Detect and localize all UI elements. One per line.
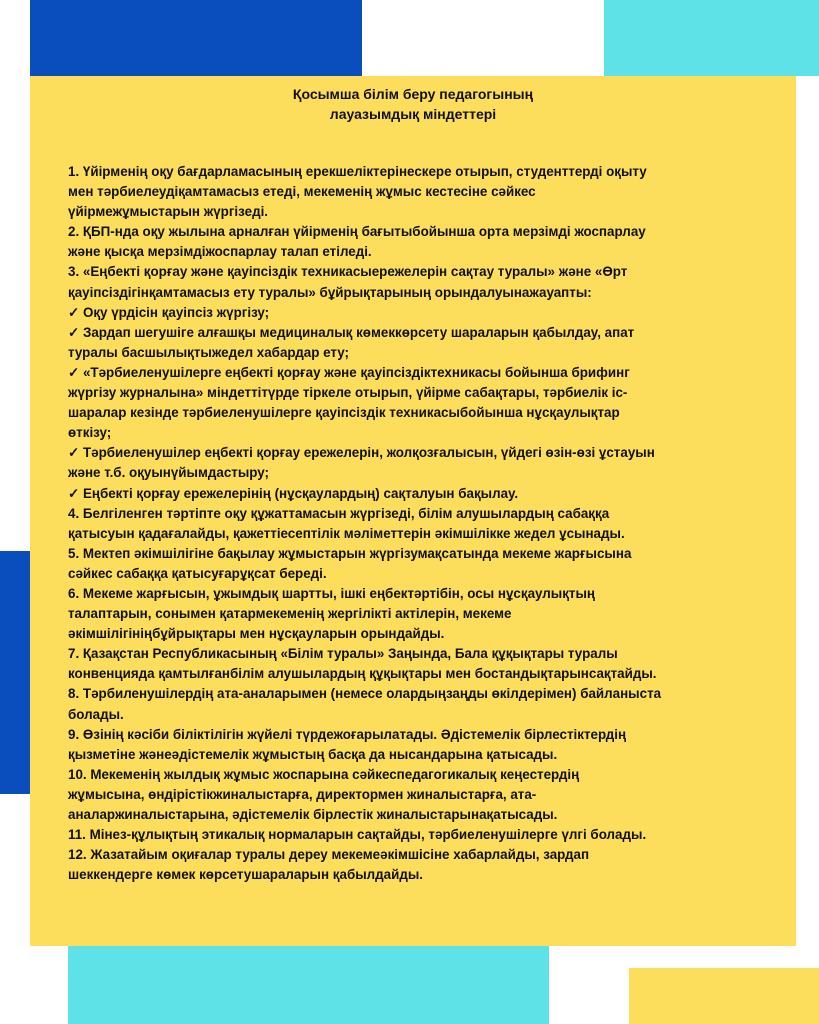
text-line: ✓ Оқу үрдісін қауіпсіз жүргізу;: [68, 304, 270, 320]
text-line: ✓ «Тәрбиеленушілерге еңбекті қорғау және қауіпсіздіктехникасы бойынша брифинг: [68, 364, 630, 380]
text-line: ✓ Тәрбиеленушілер еңбекті қорғау ережелерін, жолқозғалысын, үйдегі өзін-өзі ұстауын: [68, 445, 655, 461]
document-card: [30, 76, 796, 946]
text-line: өткізу;: [68, 425, 112, 441]
text-line: әкімшілігініңбұйрықтары мен нұсқауларын орындайды.: [68, 626, 445, 642]
decor-blue-left: [0, 551, 30, 794]
text-line: 10. Мекеменің жылдық жұмыс жоспарына сәйкеспедагогикалық кеңестердің: [68, 766, 580, 782]
decor-blue-top: [30, 0, 362, 76]
text-line: үйірмежұмыстарын жүргізеді.: [68, 204, 269, 220]
title-line-2: лауазымдық міндеттері: [329, 106, 497, 122]
text-line: шеккендерге көмек көрсетушараларын қабылдайды.: [68, 867, 424, 883]
text-line: талаптарын, сонымен қатармекеменің жергілікті актілерін, мекеме: [68, 606, 512, 622]
text-line: 4. Белгіленген тәртіпте оқу құжаттамасын жүргізеді, білім алушылардың сабаққа: [68, 505, 610, 521]
text-line: мен тәрбиелеудіқамтамасыз етеді, мекеменің жұмыс кестесіне сәйкес: [68, 184, 536, 200]
text-line: және т.б. оқуынүйымдастыру;: [68, 465, 270, 481]
text-line: аналаржиналыстарына, әдістемелік бірлестік жиналыстарынақатысады.: [68, 807, 558, 822]
text-line: 6. Мекеме жарғысын, ұжымдық шартты, ішкі еңбектәртібін, осы нұсқаулықтың: [68, 585, 596, 601]
text-line: қызметіне жәнеәдістемелік жұмыстың басқа да нысандарына қатысады.: [68, 746, 558, 762]
text-line: 7. Қазақстан Республикасының «Білім туралы» Заңында, Бала құқықтары туралы: [68, 646, 618, 662]
text-line: 9. Өзінің кәсіби біліктілігін жүйелі түрдежоғарылатады. Әдістемелік бірлестіктердің: [68, 726, 627, 742]
decor-yellow-bottom: [629, 968, 819, 1024]
decor-cyan-bottom: [68, 946, 549, 1024]
text-line: 8. Тәрбиленушілердің ата-аналарымен (немесе олардыңзаңды өкілдерімен) байланыста: [68, 686, 662, 702]
text-line: жұмысына, өндірістікжиналыстарға, директормен жиналыстарға, ата-: [68, 786, 537, 802]
text-line: шаралар кезінде тәрбиеленушілерге қауіпсіздік техникасыбойынша нұсқаулықтар: [68, 405, 620, 421]
decor-cyan-top: [604, 0, 819, 76]
document-title: [30, 84, 796, 124]
text-line: конвенцияда қамтылғанбілім алушылардың құқықтары мен бостандықтарынсақтайды.: [68, 666, 657, 682]
text-line: болады.: [68, 706, 124, 722]
text-line: 2. ҚБП-нда оқу жылына арналған үйірменің бағытыбойынша орта мерзімді жоспарлау: [68, 224, 646, 240]
text-line: 3. «Еңбекті қорғау және қауіпсіздік техникасыережелерін сақтау туралы» және «Өрт: [68, 264, 628, 280]
text-line: ✓ Еңбекті қорғау ережелерінің (нұсқаулардың) сақталуын бақылау.: [68, 485, 519, 501]
text-line: 5. Мектеп әкімшілігіне бақылау жұмыстарын жүргізумақсатында мекеме жарғысына: [68, 545, 632, 561]
text-line: қауіпсіздігінқамтамасыз ету туралы» бұйрықтарының орындалуынажауапты:: [68, 284, 592, 300]
title-line-1: Қосымша білім беру педагогының: [292, 86, 534, 102]
text-line: сәйкес сабаққа қатысуғарұқсат береді.: [68, 565, 327, 581]
text-line: және қысқа мерзімдіжоспарлау талап етіледі.: [68, 244, 372, 260]
text-line: 11. Мінез-құлықтың этикалық нормаларын сақтайды, тәрбиеленушілерге үлгі болады.: [68, 827, 647, 843]
text-line: 12. Жазатайым оқиғалар туралы дереу мекемеәкімшісіне хабарлайды, зардап: [68, 847, 590, 863]
text-line: қатысуын қадағалайды, қажеттіесептілік мәліметтерін әкімшілікке жедел ұсынады.: [68, 525, 625, 541]
text-line: жүргізу журналына» міндеттітүрде тіркеле отырып, үйірме сабақтары, тәрбиелік іс-: [68, 385, 628, 401]
duties-text: [68, 162, 780, 885]
text-line: 1. Үйірменің оқу бағдарламасының ерекшеліктерінескере отырып, студенттерді оқыту: [68, 164, 647, 179]
text-line: ✓ Зардап шегушіге алғашқы медициналық көмеккөрсету шараларын қабылдау, апат: [68, 324, 635, 340]
text-line: туралы басшылықтыжедел хабардар ету;: [68, 344, 349, 360]
